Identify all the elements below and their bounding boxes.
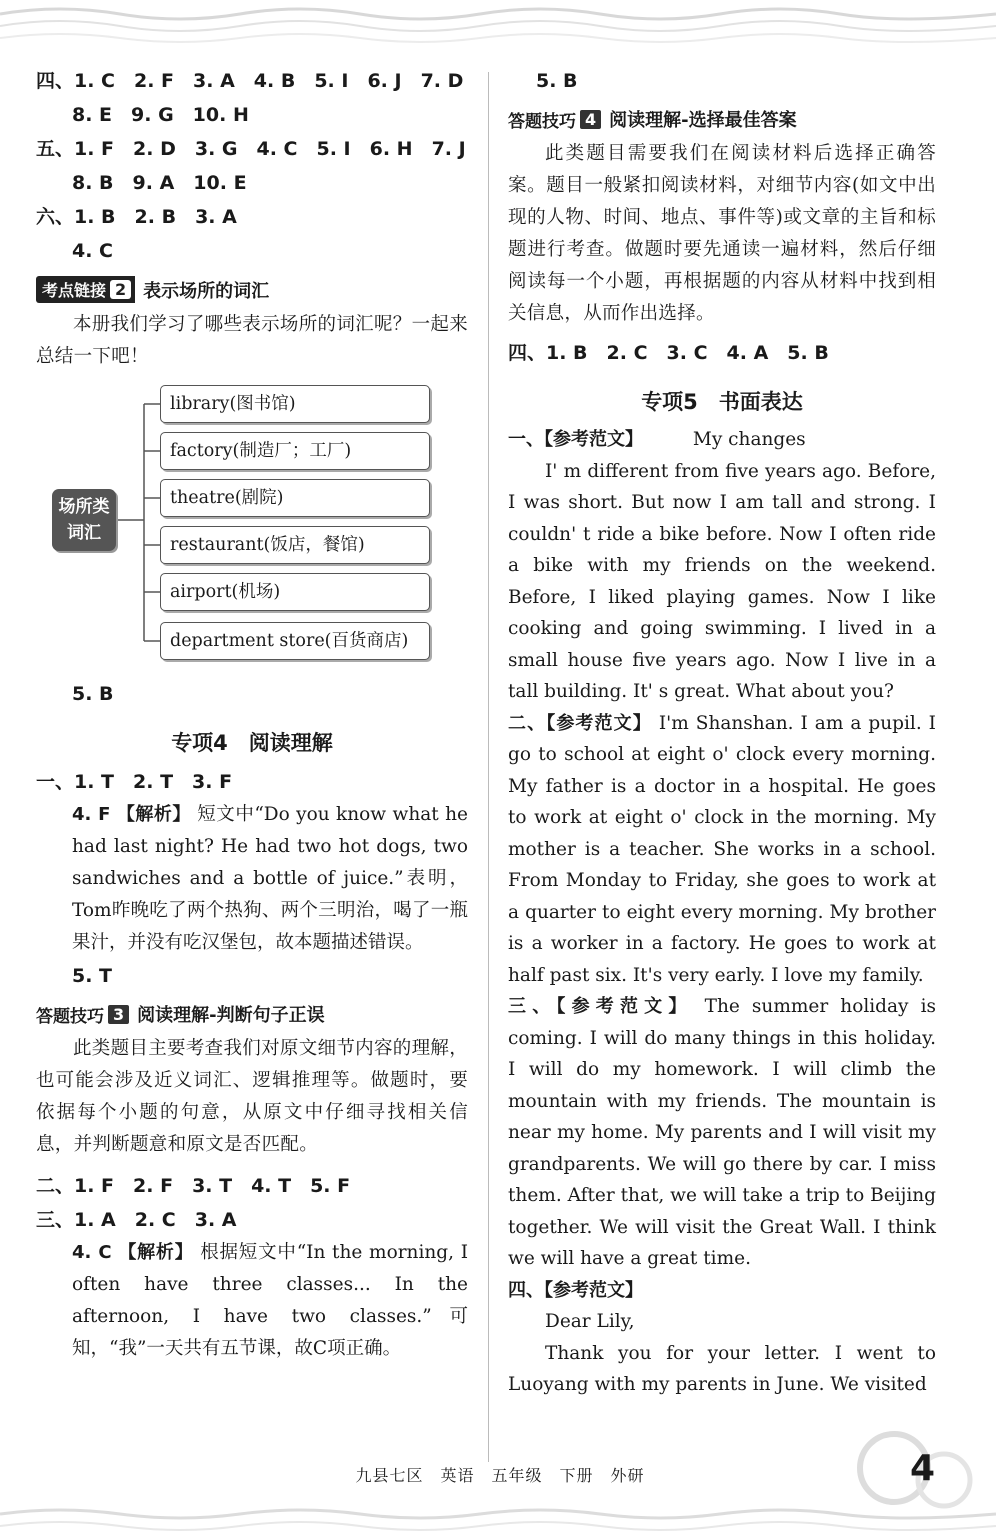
analysis-tag: 【解析】: [118, 1242, 194, 1263]
mindmap-node-theatre: theatre(剧院): [160, 479, 430, 517]
tip-title: 阅读理解-选择最佳答案: [609, 110, 797, 131]
tip-title: 阅读理解-判断句子正误: [137, 1005, 325, 1026]
answer-line: 二、1. F 2. F 3. T 4. T 5. F: [36, 1175, 351, 1197]
link-badge-label: 考点链接: [42, 281, 107, 300]
link-badge-number: 2: [110, 280, 131, 299]
essay-greeting: Dear Lily,: [545, 1311, 635, 1332]
answer-line: 四、1. C 2. F 3. A 4. B 5. I 6. J 7. D: [36, 70, 464, 92]
essay-body: Thank you for your letter. I went to Luoyang with my parents in June. We visited: [508, 1342, 936, 1395]
link-badge: [36, 276, 135, 303]
tip-text: 此类题目需要我们在阅读材料后选择正确答案。题目一般紧扣阅读材料，对细节内容(如文中出现的人物、时间、地点、事件等)或文章的主旨和标题进行考查。做题时要先通读一遍材料，然后仔细阅读每一个小题，再根据题的内容从材料中找到相关信息，从而作出选择。: [508, 143, 936, 324]
mindmap-root-line: 词汇: [67, 523, 101, 543]
analysis-text: 短文中“Do you know what he had last night? He had two hot dogs, two sandwiches and a bottle of juice.”表明，Tom昨晚吃了两个热狗、两个三明治，喝了一瓶果汁，并没有吃汉堡包，故本题描述错误。: [72, 804, 468, 953]
answer-line: 六、1. B 2. B 3. A: [36, 206, 237, 228]
essay-body: I'm Shanshan. I am a pupil. I go to school at eight o' clock every morning. My father is a doctor in a hospital. He goes to work at eight o' clock in the morning. My mother is a teacher. She works in a school. From Monday to Friday, she goes to work at a quarter to eight every morning. My brother is a worker in a factory. He goes to work at half past six. It's very early. I love my family.: [508, 712, 936, 986]
q-number: 4. F: [72, 804, 111, 825]
essay-body: I' m different from five years ago. Before, I was short. But now I am tall and strong. I couldn' t ride a bike before. Now I often ride a bike with my friends on the weekend. Before, I liked playing games. Now I like cooking and going swimming. I lived in a small house five years ago. Now I live in a tall building. It' s great. What about you?: [508, 460, 936, 702]
answer-line: 一、1. T 2. T 3. F: [36, 771, 233, 793]
answer-line: 三、1. A 2. C 3. A: [36, 1209, 237, 1231]
column-divider: [488, 72, 489, 1462]
link-header: [36, 276, 468, 303]
page-number: 4: [910, 1448, 936, 1489]
analysis-tag: 【解析】: [116, 804, 191, 825]
mindmap-root-line: 场所类: [58, 497, 110, 517]
essay-3: [508, 991, 936, 1275]
right-column: [508, 64, 936, 1401]
answer-line: 8. B 9. A 10. E: [72, 172, 247, 194]
essay-body: The summer holiday is coming. I will do many things in this holiday. I will do my homework. I will climb the mountain with my friends. The mountain is near my home. My parents and I will visit my grandparents. We will go there by car. I miss them. After that, we will take a trip to Beijing together. We will visit the Great Wall. I think we will have a great time.: [508, 996, 936, 1269]
left-column: [36, 64, 468, 1365]
explanation-q4c: [36, 1237, 468, 1365]
mindmap-node-department-store: department store(百货商店): [160, 622, 430, 660]
essay-tag: 三、【参考范文】: [508, 996, 693, 1017]
q-number: 4. C: [72, 1242, 112, 1263]
section-title-5: 专项5 书面表达: [641, 390, 803, 414]
tip-number: 3: [108, 1005, 129, 1024]
footer-book-info: 九县七区 英语 五年级 下册 外研: [355, 1466, 645, 1485]
mindmap-node-library: library(图书馆): [160, 385, 430, 423]
essay-tag: 一、【参考范文】: [508, 429, 643, 450]
tip-label: 答题技巧: [508, 111, 576, 132]
tip-number: 4: [580, 110, 601, 129]
bottom-wave-decoration: [0, 1500, 996, 1536]
essay-title: My changes: [692, 429, 806, 450]
link-title: 表示场所的词汇: [143, 280, 270, 302]
top-wave-decoration: [0, 0, 996, 52]
mindmap-root: [52, 489, 116, 551]
answer-line: 五、1. F 2. D 3. G 4. C 5. I 6. H 7. J: [36, 138, 466, 160]
tip-header: [508, 106, 936, 132]
answer-line: 四、1. B 2. C 3. C 4. A 5. B: [508, 342, 829, 364]
answer-line: 4. C: [72, 240, 113, 262]
vocab-mindmap: [36, 381, 468, 671]
essay-tag: 二、【参考范文】: [508, 712, 652, 734]
essay-1: [508, 424, 936, 708]
answer-line: 8. E 9. G 10. H: [72, 104, 249, 126]
mindmap-node-factory: factory(制造厂；工厂): [160, 432, 430, 470]
tip-header: [36, 1001, 468, 1027]
answer-line: 5. T: [72, 965, 113, 987]
mindmap-node-restaurant: restaurant(饭店，餐馆): [160, 526, 430, 564]
tip-text: 此类题目主要考查我们对原文细节内容的理解，也可能会涉及近义词汇、逻辑推理等。做题时，要依据每个小题的句意，从原文中仔细寻找相关信息，并判断题意和原文是否匹配。: [36, 1038, 468, 1155]
analysis-text: 根据短文中“In the morning, I often have three classes... In the afternoon, I have two classes.”可知，“我”一天共有五节课，故C项正确。: [72, 1242, 468, 1359]
explanation-q4: [36, 799, 468, 959]
essay-tag: 四、【参考范文】: [508, 1279, 643, 1301]
mindmap-node-airport: airport(机场): [160, 573, 430, 611]
essay-2: [508, 708, 936, 992]
answer-line: 5. B: [536, 70, 578, 92]
essay-4: [508, 1275, 936, 1401]
answer-line: 5. B: [72, 683, 114, 705]
tip-label: 答题技巧: [36, 1006, 104, 1027]
section-title-4: 专项4 阅读理解: [171, 731, 333, 755]
link-intro: 本册我们学习了哪些表示场所的词汇呢？一起来总结一下吧！: [36, 314, 468, 367]
